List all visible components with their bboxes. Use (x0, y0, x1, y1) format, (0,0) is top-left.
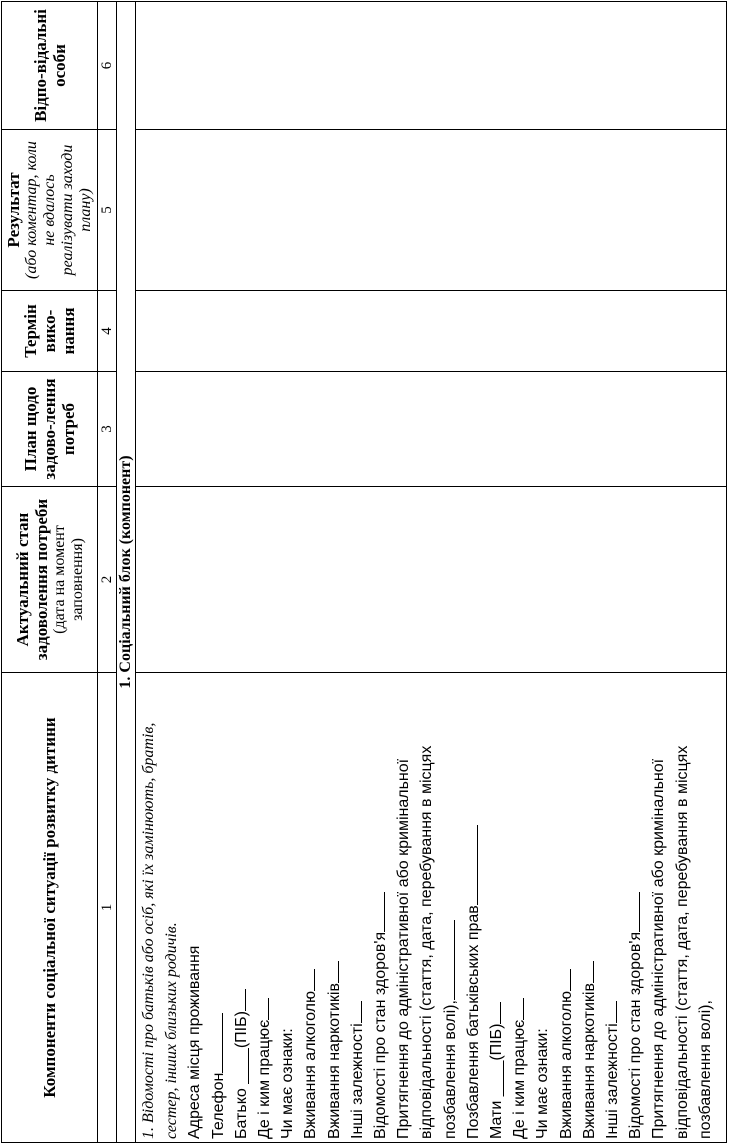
fill-line (231, 989, 246, 1011)
field-mother-liability-2: відповідальності (стаття, дата, перебування в місцях (673, 745, 691, 1139)
result-cell[interactable] (136, 130, 727, 291)
fill-line (486, 1002, 501, 1024)
intro-text: 1. Відомості про батьків або осіб, які їх замінюють, братів, сестер, інших близьких родичів. (140, 722, 181, 1139)
field-mother-name: Мати ____(ПІБ) (485, 677, 508, 1139)
column-number: 4 (98, 291, 117, 372)
fill-line (579, 961, 594, 983)
header-responsible: Відпо-відальні особи (2, 2, 98, 130)
field-father-liability-3: позбавлення волі), (439, 677, 462, 1139)
field-father-work: Де і ким працює (253, 677, 276, 1139)
field-mother-other: Інші залежності (601, 677, 624, 1139)
column-number: 3 (98, 372, 117, 487)
field-mother-signs: Чи має ознаки: (534, 1028, 552, 1139)
field-father-liability-1: Притягнення до адміністративної або кримінальної (395, 758, 413, 1139)
header-components: Компоненти соціальної ситуації розвитку дитини (2, 673, 98, 1143)
header-row (2, 2, 98, 1143)
field-father-drugs: Вживання наркотиків (323, 677, 346, 1139)
field-mother-drugs: Вживання наркотиків (578, 677, 601, 1139)
field-mother-liability-3: позбавлення волі), (696, 1000, 714, 1139)
field-phone: Телефон (207, 677, 230, 1139)
fill-line (440, 920, 455, 1000)
fill-line (254, 998, 269, 1020)
field-father-name: Батько ____(ПІБ) (230, 677, 253, 1139)
fill-line (370, 892, 385, 932)
header-result: Результат (або коментар, коли не вдалось реалізувати заходи плану) (2, 130, 98, 291)
field-father-health: Відомості про стан здоров'я (369, 677, 392, 1139)
fill-line (556, 969, 571, 991)
fill-line (463, 825, 478, 905)
field-father-signs: Чи має ознаки: (279, 1028, 297, 1139)
section-title: 1. Соціальний блок (компонент) (117, 2, 136, 1143)
social-development-plan-table (1, 1, 727, 1143)
body-row (136, 2, 727, 1143)
fill-line (300, 969, 315, 991)
responsible-cell[interactable] (136, 2, 727, 130)
field-mother-health: Відомості про стан здоров'я (624, 677, 647, 1139)
section-row (117, 2, 136, 1143)
fill-line (509, 998, 524, 1020)
column-number-row (98, 2, 117, 1143)
field-father-rights: Позбавлення батьківських прав (462, 677, 485, 1139)
column-number: 6 (98, 2, 117, 130)
field-address: Адреса місця проживання (186, 945, 204, 1139)
fill-line (208, 1013, 223, 1073)
field-mother-work: Де і ким працює (508, 677, 531, 1139)
header-deadline: Термін вико-нання (2, 291, 98, 372)
field-father-liability-2: відповідальності (стаття, дата, перебування в місцях (418, 745, 436, 1139)
components-content (136, 673, 717, 1142)
column-number: 5 (98, 130, 117, 291)
fill-line (347, 1001, 362, 1023)
plan-cell[interactable] (136, 372, 727, 487)
field-father-alcohol: Вживання алкоголю (299, 677, 322, 1139)
column-number: 2 (98, 487, 117, 673)
deadline-cell[interactable] (136, 291, 727, 372)
fill-line (602, 1001, 617, 1023)
header-plan: План щодо задово-лення потреб (2, 372, 98, 487)
components-cell (136, 673, 727, 1143)
field-mother-alcohol: Вживання алкоголю (555, 677, 578, 1139)
field-mother-liability-1: Притягнення до адміністративної або кримінальної (650, 758, 668, 1139)
field-father-other: Інші залежності (346, 677, 369, 1139)
fill-line (324, 961, 339, 983)
fill-line (625, 892, 640, 932)
header-current-state: Актуальний стан задоволення потреби (дата на момент заповнення) (2, 487, 98, 673)
current-state-cell[interactable] (136, 487, 727, 673)
column-number: 1 (98, 673, 117, 1143)
